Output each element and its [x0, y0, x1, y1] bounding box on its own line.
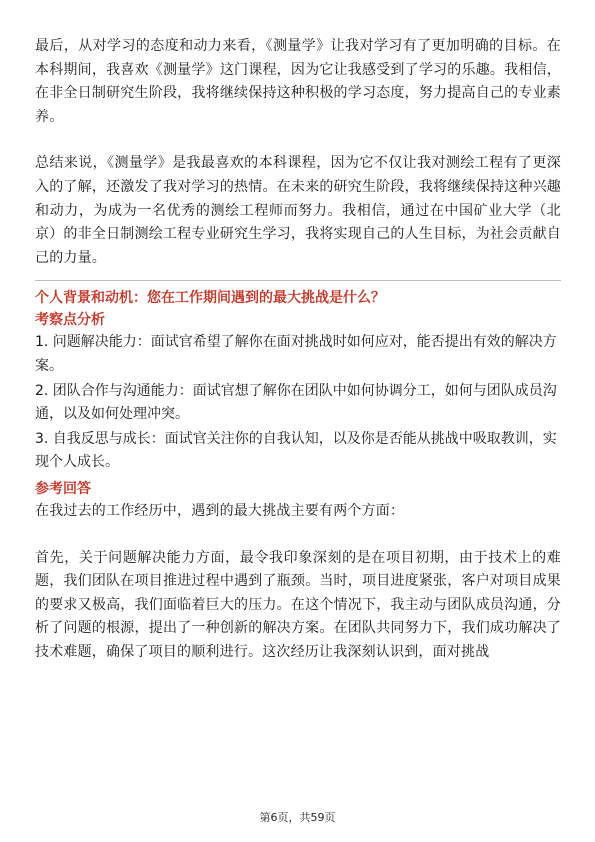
answer-heading: 参考回答: [35, 480, 91, 497]
question-title: 个人背景和动机：您在工作期间遇到的最大挑战是什么？: [35, 290, 385, 307]
analysis-item: 3. 自我反思与成长：面试官关注你的自我认知，以及你是否能从挑战中吸取教训，实现个人成长。: [35, 430, 557, 471]
analysis-item: 1. 问题解决能力：面试官希望了解你在面对挑战时如何应对，能否提出有效的解决方案。: [35, 334, 557, 374]
body-paragraph: 总结来说，《测量学》是我最喜欢的本科课程，因为它不仅让我对测绘工程有了更深入的了解，还激发了我对学习的热情。在未来的研究生阶段，我将继续保持这种兴趣和动力，为成为一名优秀的测绘工程师而努力。我相信，通过在中国矿业大学（北京）的非全日制测绘工程专业研究生学习，我将实现自己的人生目标，为社会贡献自己的力量。: [35, 155, 561, 266]
body-paragraph: 最后，从对学习的态度和动力来看，《测量学》让我对学习有了更加明确的目标。在本科期间，我喜欢《测量学》这门课程，因为它让我感受到了学习的乐趣。我相信，在非全日制研究生阶段，我将继续保持这种积极的学习态度，努力提高自己的专业素养。: [35, 38, 561, 125]
answer-intro: 在我过去的工作经历中，遇到的最大挑战主要有两个方面：: [35, 502, 405, 519]
section-divider: [35, 280, 561, 281]
analysis-heading: 考察点分析: [35, 312, 105, 329]
page-number: 第6页，共59页: [259, 811, 336, 824]
answer-paragraph: 首先，关于问题解决能力方面，最令我印象深刻的是在项目初期，由于技术上的难题，我们团队在项目推进过程中遇到了瓶颈。当时，项目进度紧张，客户对项目成果的要求又极高，我们面临着巨大的压力。在这个情况下，我主动与团队成员沟通，分析了问题的根源，提出了一种创新的解决方案。在团队共同努力下，我们成功解决了技术难题，确保了项目的顺利进行。这次经历让我深刻认识到，面对挑战: [35, 549, 561, 660]
document-page: [35, 35, 561, 664]
analysis-item: 2. 团队合作与沟通能力：面试官想了解你在团队中如何协调分工，如何与团队成员沟通，以及如何处理冲突。: [35, 382, 557, 423]
